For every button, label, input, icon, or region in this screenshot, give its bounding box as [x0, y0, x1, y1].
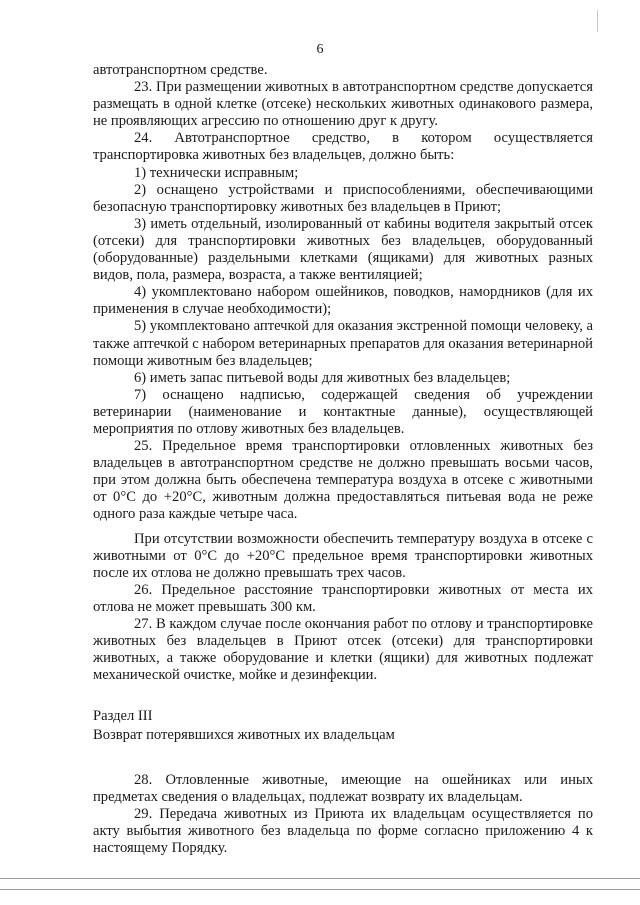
paragraph-25: 25. Предельное время транспортировки отловленных животных без владельцев в автотранспортном средстве не должно превышать восьми часов, при этом должна быть обеспечена температура воздуха в отсеке с животными от 0°С до +20°С, животным должна предоставляться питьевая вода не реже одного раза каждые четыре часа. — [93, 438, 593, 523]
paragraph-28: 28. Отловленные животные, имеющие на ошейниках или иных предметах сведения о владельцах, подлежат возврату их владельцам. — [93, 771, 593, 805]
paragraph-23: 23. При размещении животных в автотранспортном средстве допускается размещать в одной клетке (отсеке) нескольких животных одинакового размера, не проявляющих агрессию по отношению друг к другу. — [93, 79, 593, 130]
document-body — [93, 62, 593, 857]
paragraph-continuation: автотранспортном средстве. — [93, 62, 268, 78]
section-number: Раздел III — [93, 708, 153, 725]
list-item-1: 1) технически исправным; — [134, 164, 299, 181]
paragraph-25-note: При отсутствии возможности обеспечить температуру воздуха в отсеке с животными от 0°С до +20°С предельное время транспортировки животных после их отлова не должно превышать трех часов. — [93, 530, 593, 581]
bottom-edge-line — [0, 878, 640, 879]
scan-mark — [597, 10, 598, 32]
list-item-3: 3) иметь отдельный, изолированный от кабины водителя закрытый отсек (отсеки) для транспортировки животных без владельцев, оборудованный (оборудованные) раздельными клетками (ящиками) для животных разных видов, пола, размера, возраста, а также вентиляцией; — [93, 215, 593, 284]
page-number: 6 — [316, 42, 324, 57]
section-title: Возврат потерявшихся животных их владельцам — [93, 727, 395, 744]
paragraph-26: 26. Предельное расстояние транспортировки животных от места их отлова не может превышать 300 км. — [93, 581, 593, 615]
list-item-2: 2) оснащено устройствами и приспособлениями, обеспечивающими безопасную транспортировку животных без владельцев в Приют; — [93, 181, 593, 215]
paragraph-29: 29. Передача животных из Приюта их владельцам осуществляется по акту выбытия животного без владельца по форме согласно приложению 4 к настоящему Порядку. — [93, 805, 593, 856]
paragraph-24: 24. Автотранспортное средство, в котором осуществляется транспортировка животных без владельцев, должно быть: — [93, 130, 593, 164]
bottom-edge-line-2 — [0, 889, 640, 890]
paragraph-27: 27. В каждом случае после окончания работ по отлову и транспортировке животных без владельцев в Приют отсек (отсеки) для транспортировки животных, а также оборудование и клетки (ящики) для животных подлежат механической очистке, мойке и дезинфекции. — [93, 616, 593, 684]
list-item-7: 7) оснащено надписью, содержащей сведения об учреждении ветеринарии (наименование и контактные данные), осуществляющей мероприятия по отлову животных без владельцев. — [93, 386, 593, 437]
list-item-6: 6) иметь запас питьевой воды для животных без владельцев; — [134, 369, 511, 386]
list-item-5: 5) укомплектовано аптечкой для оказания экстренной помощи человеку, а также аптечкой с набором ветеринарных препаратов для оказания ветеринарной помощи животным без владельцев; — [93, 318, 593, 369]
list-item-4: 4) укомплектовано набором ошейников, поводков, намордников (для их применения в случае необходимости); — [93, 284, 593, 318]
